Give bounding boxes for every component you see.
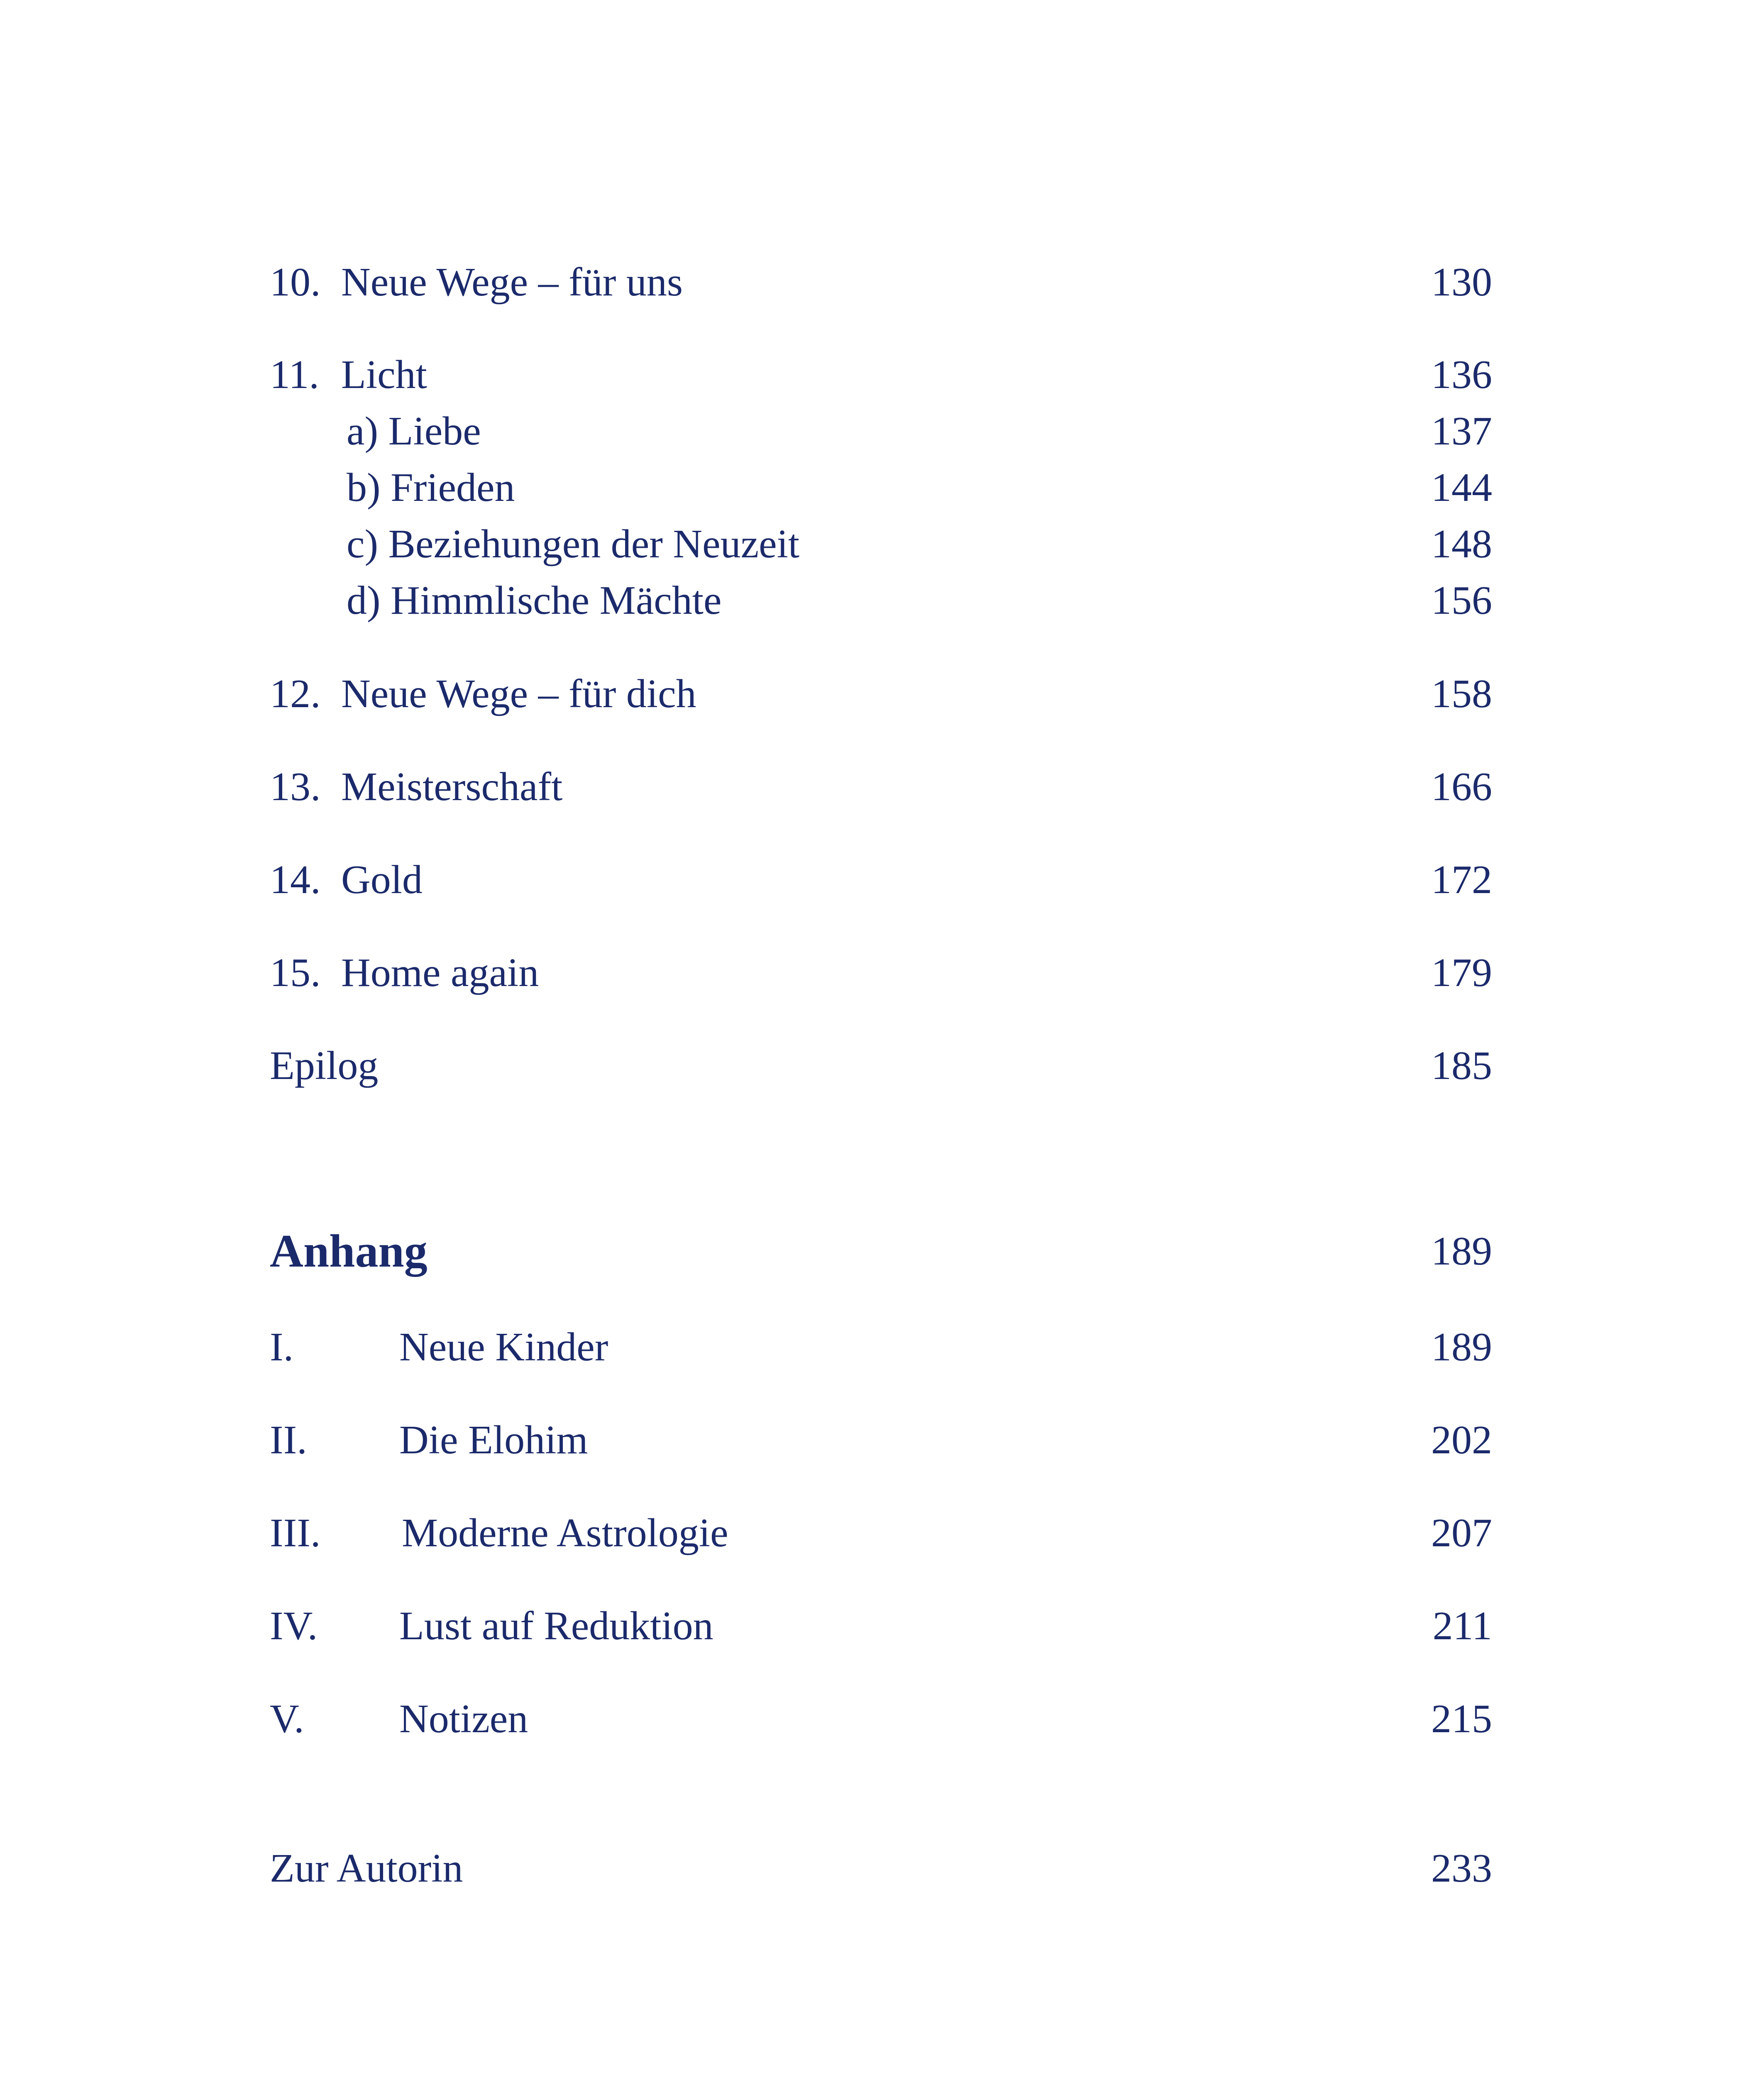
toc-subentry-liebe[interactable] [270,406,1492,456]
toc-entry-page-number: 233 [1431,1846,1492,1891]
toc-entry-title: Meisterschaft [341,764,563,809]
toc-entry-title: Neue Wege – für uns [341,260,683,305]
toc-subentry-title: d) Himmlische Mächte [347,578,722,623]
toc-entry-page-number: 136 [1431,352,1492,397]
toc-subentry-title: c) Beziehungen der Neuzeit [347,522,800,566]
toc-entry-page-number: 130 [1431,260,1492,305]
toc-entry-number: I. [270,1325,294,1370]
toc-entry-chapter-13[interactable] [270,762,1492,812]
toc-entry-page-number: 207 [1431,1511,1492,1555]
toc-section-heading-title: Anhang [270,1225,428,1277]
toc-entry-chapter-10[interactable] [270,257,1492,307]
toc-entry-epilog[interactable] [270,1041,1492,1091]
toc-entry-page-number: 137 [1431,409,1492,454]
toc-entry-number: 15. [270,950,321,995]
toc-entry-page-number: 144 [1431,465,1492,510]
toc-entry-number: 13. [270,764,321,809]
toc-entry-page-number: 179 [1431,950,1492,995]
toc-entry-number: 12. [270,671,321,716]
toc-entry-number: III. [270,1511,321,1555]
toc-entry-title: Moderne Astrologie [402,1511,728,1555]
toc-entry-title: Die Elohim [399,1418,588,1462]
toc-entry-page-number: 158 [1431,671,1492,716]
toc-entry-title: Epilog [270,1043,379,1088]
toc-entry-title: Notizen [399,1697,528,1741]
toc-entry-chapter-12[interactable] [270,669,1492,719]
toc-entry-chapter-14[interactable] [270,855,1492,905]
toc-entry-page-number: 156 [1431,578,1492,623]
toc-entry-title: Zur Autorin [270,1846,463,1891]
toc-subentry-title: b) Frieden [347,465,515,510]
toc-appendix-entry-iii[interactable] [270,1508,1492,1558]
toc-entry-chapter-11[interactable] [270,350,1492,400]
toc-entry-number: V. [270,1697,304,1741]
toc-entry-number: IV. [270,1604,318,1648]
toc-appendix-entry-ii[interactable] [270,1415,1492,1465]
toc-entry-number: 10. [270,260,321,305]
toc-entry-page-number: 211 [1432,1604,1492,1648]
toc-entry-zur-autorin[interactable] [270,1843,1492,1893]
toc-subentry-frieden[interactable] [270,463,1492,513]
toc-entry-title: Neue Kinder [399,1325,608,1370]
toc-appendix-entry-i[interactable] [270,1322,1492,1372]
toc-subentry-title: a) Liebe [347,409,481,454]
toc-entry-number: 14. [270,857,321,902]
toc-appendix-entry-iv[interactable] [270,1601,1492,1651]
toc-entry-page-number: 185 [1431,1043,1492,1088]
toc-entry-title: Gold [341,857,423,902]
toc-entry-page-number: 202 [1431,1418,1492,1462]
toc-entry-chapter-15[interactable] [270,948,1492,998]
toc-entry-title: Lust auf Reduktion [399,1604,713,1648]
toc-entry-page-number: 189 [1431,1325,1492,1370]
toc-subentry-beziehungen[interactable] [270,519,1492,569]
toc-entry-page-number: 166 [1431,764,1492,809]
toc-entry-page-number: 148 [1431,522,1492,566]
toc-entry-page-number: 215 [1431,1697,1492,1741]
toc-entry-title: Home again [341,950,539,995]
toc-entry-number: 11. [270,352,319,397]
toc-entry-page-number: 172 [1431,857,1492,902]
toc-subentry-himmlische-maechte[interactable] [270,576,1492,625]
toc-entry-number: II. [270,1418,307,1462]
toc-entry-title: Neue Wege – für dich [341,671,696,716]
toc-appendix-entry-v[interactable] [270,1694,1492,1744]
toc-section-heading-anhang[interactable] [270,1222,1492,1280]
toc-entry-title: Licht [341,352,427,397]
toc-entry-page-number: 189 [1431,1229,1492,1274]
